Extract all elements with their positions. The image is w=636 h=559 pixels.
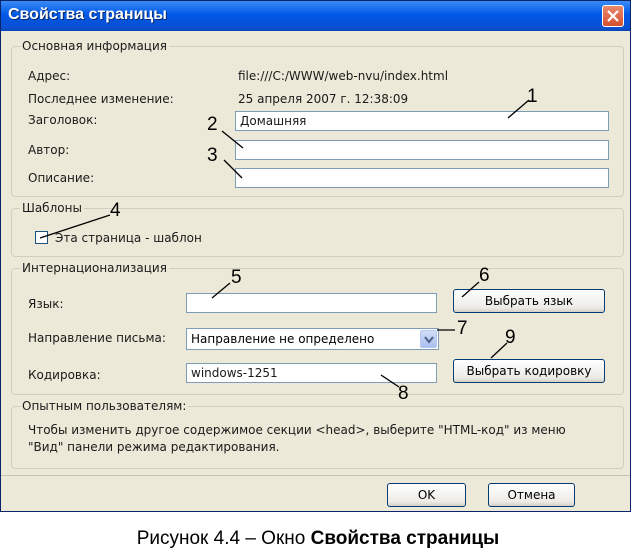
choose-language-button[interactable]: Выбрать язык [453, 289, 605, 313]
callout-line-8 [381, 375, 399, 387]
ok-button[interactable]: OK [387, 483, 466, 507]
language-label: Язык: [28, 297, 64, 311]
modified-label: Последнее изменение: [28, 92, 174, 106]
title-label: Заголовок: [28, 113, 98, 127]
callout-line-1 [508, 100, 529, 118]
window-title: Свойства страницы [8, 6, 167, 23]
callout-1: 1 [527, 86, 538, 107]
cancel-button[interactable]: Отмена [488, 483, 575, 507]
callout-7: 7 [457, 318, 468, 339]
callout-line-2 [222, 131, 243, 148]
figure-caption [0, 528, 636, 550]
callout-line-6 [462, 282, 479, 297]
callout-5: 5 [231, 267, 242, 288]
encoding-label: Кодировка: [28, 368, 101, 382]
direction-label: Направление письма: [28, 331, 166, 345]
address-value: file:///C:/WWW/web-nvu/index.html [238, 69, 449, 83]
general-info-legend: Основная информация [22, 39, 167, 53]
encoding-input[interactable]: windows-1251 [186, 363, 437, 383]
callout-4: 4 [110, 200, 121, 221]
advanced-legend: Опытным пользователям: [22, 399, 187, 413]
callout-9: 9 [505, 327, 516, 348]
address-label: Адрес: [28, 69, 71, 83]
callout-2: 2 [207, 114, 218, 135]
caption-bold: Свойства страницы [310, 528, 500, 549]
i18n-legend: Интернационализация [22, 261, 167, 275]
description-label: Описание: [28, 171, 95, 185]
callout-8: 8 [398, 383, 409, 404]
advanced-info-line1: Чтобы изменить другое содержимое секции <head>, выберите "HTML-код" из меню [28, 423, 566, 437]
callout-line-3 [224, 160, 242, 178]
callout-3: 3 [207, 145, 218, 166]
template-checkbox-label: Эта страница - шаблон [55, 231, 202, 245]
title-input[interactable]: Домашняя [235, 111, 609, 131]
choose-encoding-button[interactable]: Выбрать кодировку [453, 359, 605, 383]
templates-legend: Шаблоны [22, 201, 82, 215]
advanced-info-line2: "Вид" панели режима редактирования. [28, 440, 280, 454]
modified-value: 25 апреля 2007 г. 12:38:09 [238, 92, 409, 106]
author-label: Автор: [28, 143, 70, 157]
callout-line-5 [212, 283, 230, 298]
direction-selected-value: Направление не определено [191, 332, 375, 346]
callout-6: 6 [479, 265, 490, 286]
callout-line-4 [40, 215, 110, 238]
caption-prefix: Рисунок 4.4 – Окно [136, 528, 311, 549]
